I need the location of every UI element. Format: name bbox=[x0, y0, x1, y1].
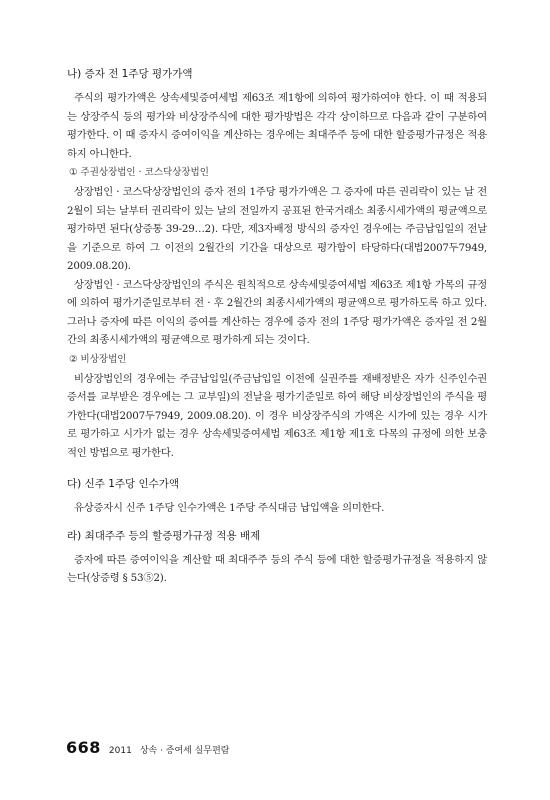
paragraph: 유상증자시 신주 1주당 인수가액은 1주당 주식대금 납입액을 의미한다. bbox=[74, 502, 385, 514]
page-body bbox=[67, 66, 487, 588]
subsection-heading-unlisted: ② 비상장법인 bbox=[69, 353, 127, 365]
paragraph: 상장법인 · 코스닥상장법인의 증자 전의 1주당 평가가액은 그 증자에 따른 권리락이 있는 날 전 2월이 되는 날부터 권리락이 있는 날의 전일까지 공표된 한국거래소 최종시세가액의 평균액으로 평가하면 된다(상증통 39-29…2). 다만, 제3자배정 방식의 증자인 경우에는 주금납입일의 전날을 기준으로 하여 그 이전의 2월간의 기간을 대상으로 평가함이 타당하다(대법2007두7949, 2009.08.20). bbox=[67, 186, 487, 272]
subsection-heading-listed: ① 주권상장법인 · 코스닥상장법인 bbox=[69, 167, 209, 178]
paragraph: 증자에 따른 증여이익을 계산할 때 최대주주 등의 주식 등에 대한 할증평가규정을 적용하지 않는다(상증령 § 53⑤2). bbox=[67, 553, 487, 584]
paragraph: 주식의 평가가액은 상속세및증여세법 제63조 제1항에 의하여 평가하여야 한다. 이 때 적용되는 상장주식 등의 평가와 비상장주식에 대한 평가방법은 각각 상이하므로 다음과 같이 구분하여 평가한다. 이 때 증자시 증여이익을 계산하는 경우에는 최대주주 등에 대한 할증평가규정은 적용하지 아니한다. bbox=[67, 92, 487, 160]
paragraph: 비상장법인의 경우에는 주금납입일(주금납입일 이전에 실권주를 재배정받은 자가 신주인수권증서를 교부받은 경우에는 그 교부일)의 전날을 평가기준일로 하여 해당 비상장법인의 주식을 평가한다(대법2007두7949, 2009.08.20). 이 경우 비상장주식의 가액은 시가에 있는 경우 시가로 평가하고 시가가 없는 경우 상속세및증여세법 제63조 제1항 제1호 다목의 규정에 의한 보충적인 방법으로 평가한다. bbox=[67, 372, 487, 459]
section-heading-na: 나) 증자 전 1주당 평가가액 bbox=[67, 68, 193, 80]
section-heading-ra: 라) 최대주주 등의 할증평가규정 적용 배제 bbox=[67, 529, 261, 542]
page-number: 668 bbox=[66, 738, 101, 757]
section-heading-da: 다) 신주 1주당 인수가액 bbox=[67, 478, 180, 490]
paragraph: 상장법인 · 코스닥상장법인의 주식은 원칙적으로 상속세및증여세법 제63조 제1항 가목의 규정에 의하여 평가기준일로부터 전 · 후 2월간의 최종시세가액의 평균액으로 평가하도록 하고 있다. 그러나 증자에 따른 이익의 증여를 계산하는 경우에 증자 전의 1주당 평가가액은 증자일 전 2월간의 최종시세가액의 평균액으로 평가하게 되는 것이다. bbox=[67, 278, 487, 346]
book-year: 2011 bbox=[108, 746, 132, 756]
book-title: 상속 · 증여세 실무편람 bbox=[139, 746, 230, 756]
page-footer bbox=[66, 738, 230, 757]
